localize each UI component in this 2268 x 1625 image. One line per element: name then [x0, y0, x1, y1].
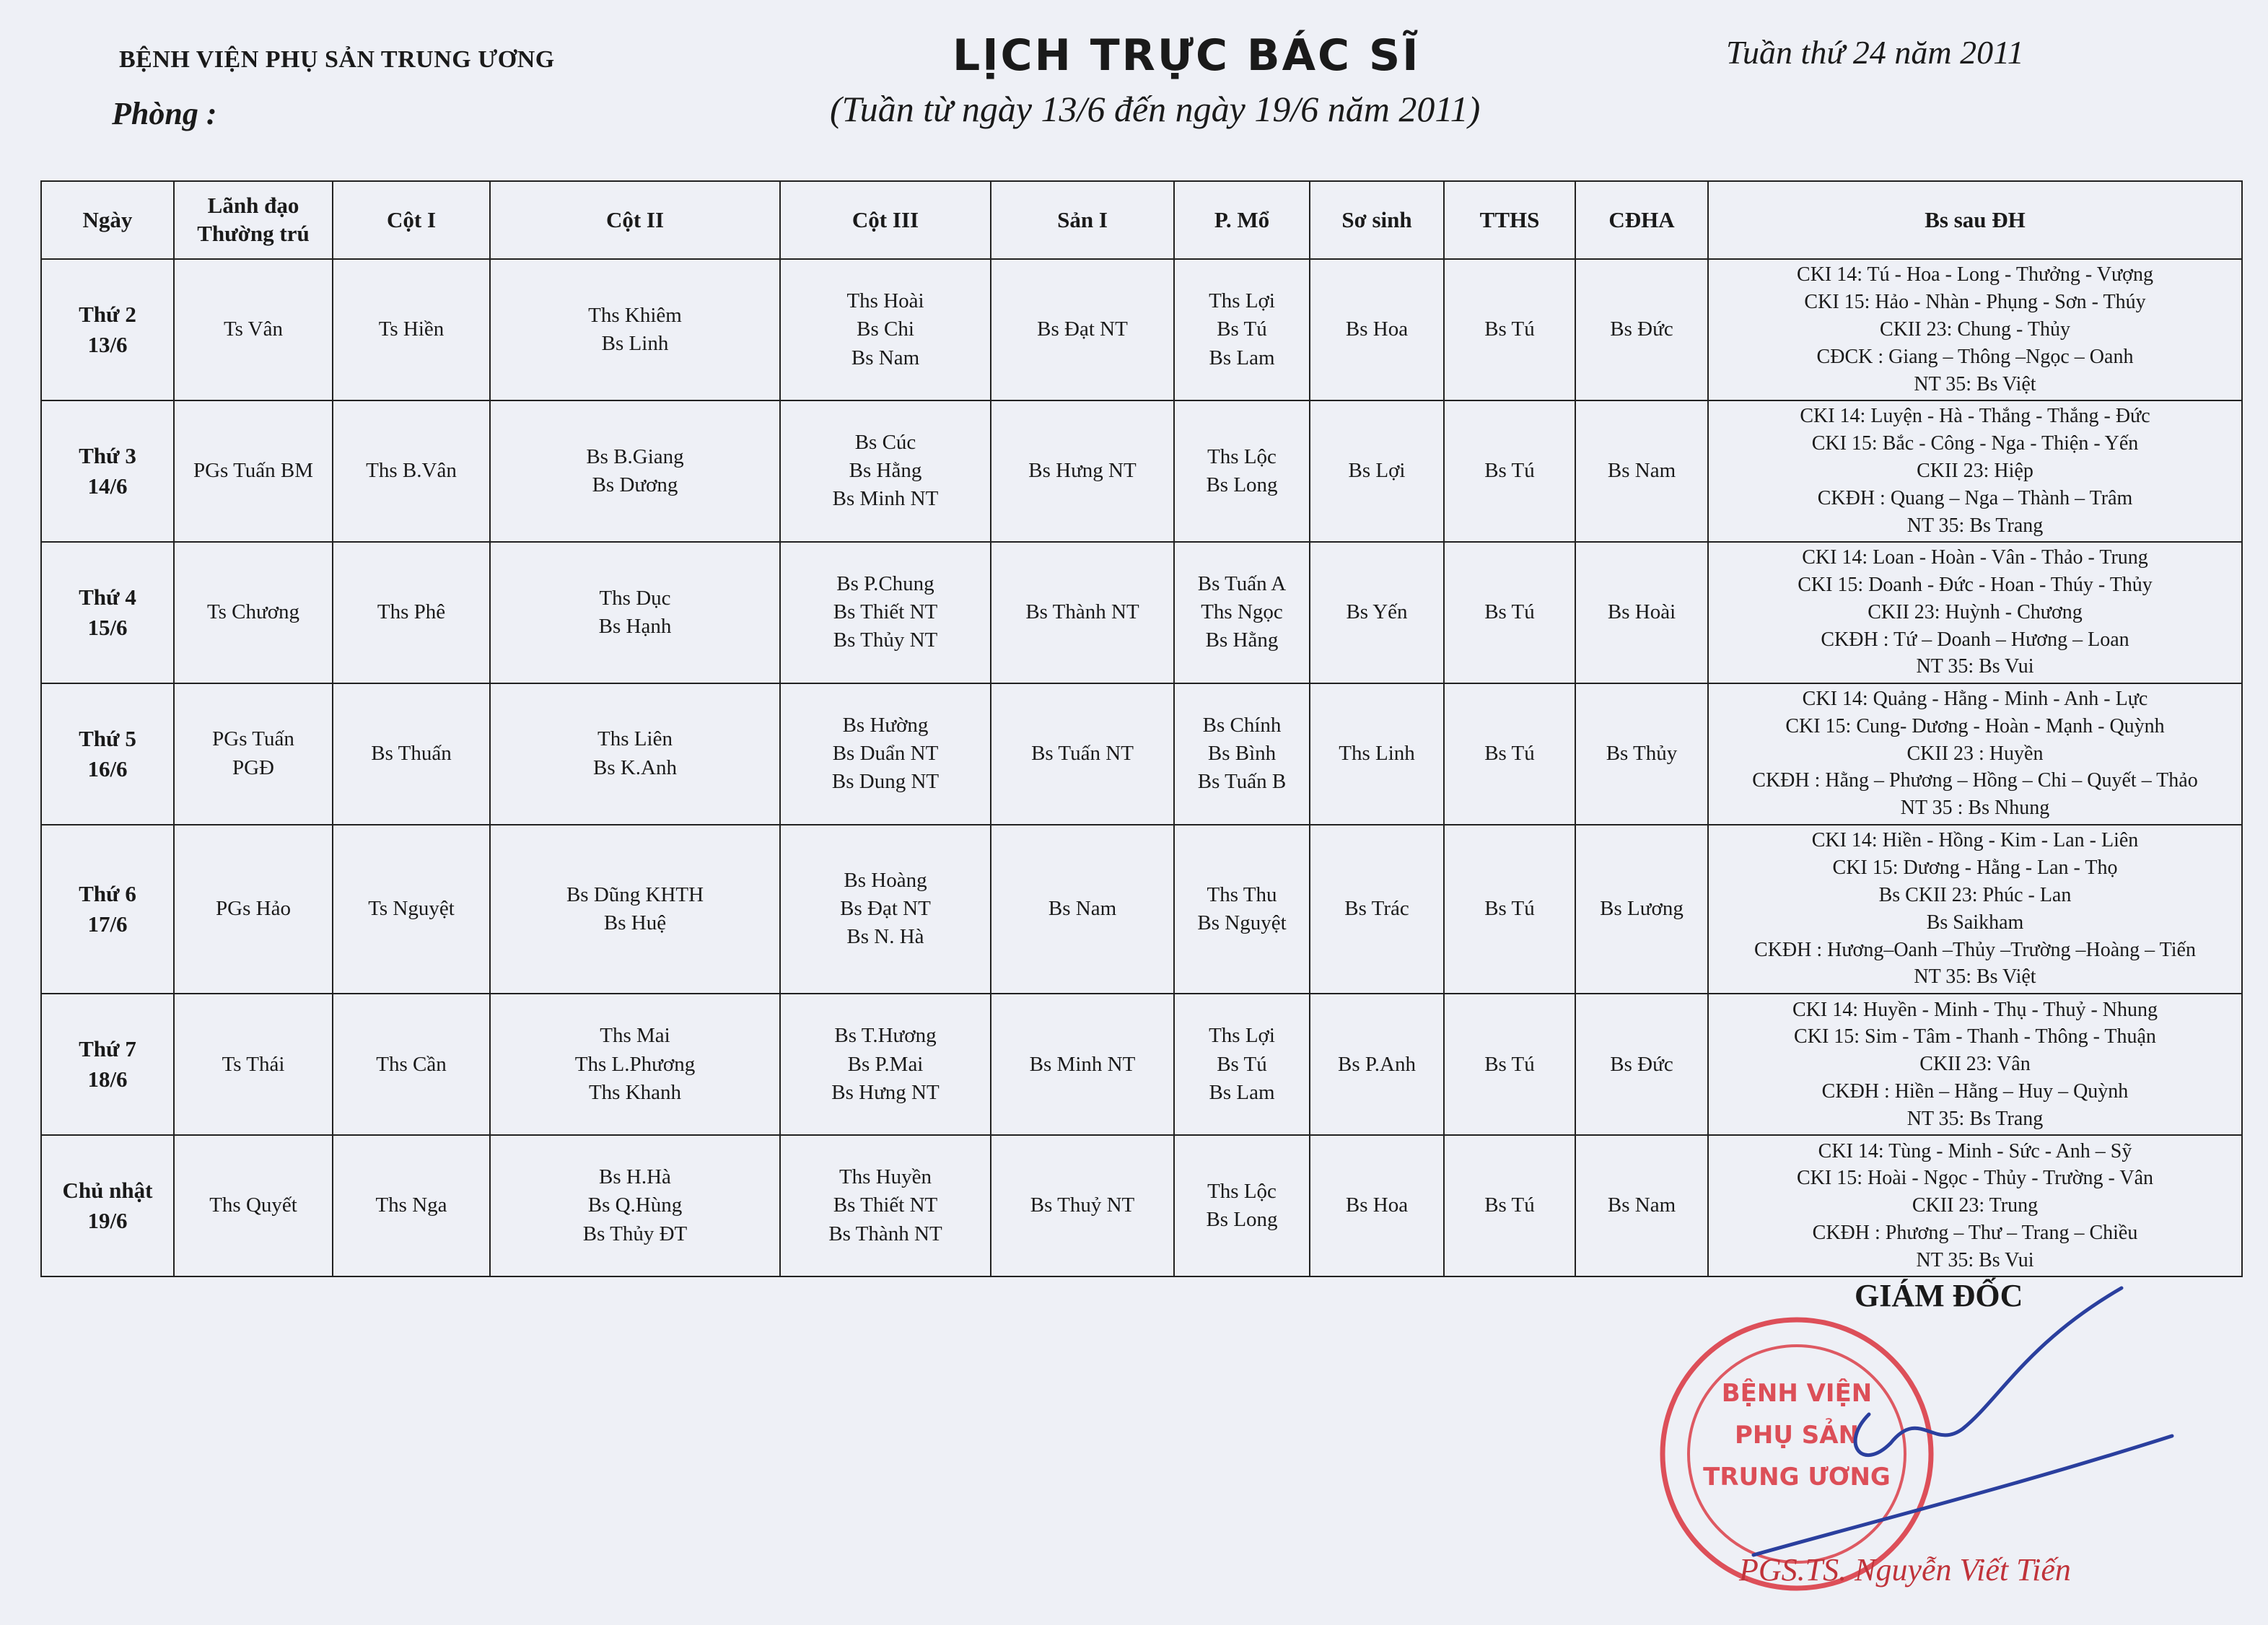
- cell-line: 14/6: [87, 473, 128, 499]
- signer-name: PGS.TS. Nguyễn Viết Tiến: [1739, 1552, 2071, 1587]
- cell-line: CKĐH : Phương – Thư – Trang – Chiều: [1812, 1221, 2138, 1244]
- cell-line: 15/6: [87, 614, 128, 640]
- cell-line: Bs Hằng: [1205, 628, 1279, 652]
- cell-bs-sau-dh: [1708, 1135, 2242, 1276]
- cell-cot2: [490, 825, 780, 994]
- cell-line: Bs Tú: [1217, 317, 1267, 341]
- cell-line: Bs Lam: [1209, 1080, 1275, 1104]
- cell-line: Thứ 4: [79, 584, 136, 610]
- cell-cot3: [780, 542, 991, 683]
- cell-line: CKII 23 : Huyền: [1906, 742, 2044, 765]
- cell-cot3: [780, 259, 991, 400]
- cell-line: Bs Long: [1206, 473, 1278, 496]
- cell-line: CKI 15: Hảo - Nhàn - Phụng - Sơn - Thúy: [1804, 291, 2146, 314]
- table-header-row: [41, 181, 2242, 259]
- cell-pmo: [1174, 1135, 1310, 1276]
- cell-line: Bs N. Hà: [846, 925, 924, 949]
- cell-line: Bs Tú: [1484, 317, 1535, 341]
- cell-line: Thứ 7: [79, 1036, 136, 1062]
- cell-line: Bs Thủy ĐT: [582, 1222, 688, 1245]
- stamp-line-1: BỆNH VIỆN: [1721, 1379, 1873, 1408]
- cell-cot1: [333, 400, 490, 542]
- cell-line: CKI 15: Cung- Dương - Hoàn - Mạnh - Quỳnh: [1785, 714, 2165, 737]
- cell-line: Bs Tú: [1484, 1193, 1535, 1217]
- cell-line: Bs Duẩn NT: [832, 741, 939, 765]
- cell-line: Bs Thủy NT: [833, 628, 938, 652]
- duty-schedule-table: [40, 180, 2243, 1277]
- cell-line: 17/6: [87, 911, 128, 937]
- cell-line: 16/6: [87, 755, 128, 781]
- cell-line: CKII 23: Trung: [1912, 1194, 2039, 1217]
- table-row: [41, 542, 2242, 683]
- cell-line: Bs Minh NT: [832, 487, 939, 511]
- cell-line: Ths Liên: [597, 727, 673, 751]
- cell-cot1: [333, 994, 490, 1135]
- cell-pmo: [1174, 994, 1310, 1135]
- week-number: Tuần thứ 24 năm 2011: [1726, 34, 2024, 71]
- cell-line: Bs Saikham: [1926, 911, 2024, 934]
- cell-line: Bs Đạt NT: [840, 897, 931, 921]
- cell-line: Bs Hoa: [1345, 317, 1409, 341]
- cell-line: Ths Mai: [600, 1024, 670, 1048]
- cell-line: Bs Cúc: [854, 431, 916, 455]
- cell-line: Bs Dương: [592, 473, 678, 496]
- cell-line: Bs Bình: [1207, 741, 1277, 765]
- cell-line: Ths Nga: [375, 1193, 447, 1217]
- cell-line: PGs Hảo: [216, 897, 291, 921]
- cell-day: [41, 259, 174, 400]
- cell-line: Bs Dung NT: [831, 770, 940, 794]
- cell-line: CKI 14: Loan - Hoàn - Vân - Thảo - Trung: [1802, 546, 2148, 569]
- cell-cot3: [780, 683, 991, 825]
- cell-line: Bs Tú: [1484, 459, 1535, 483]
- cell-line: CKI 15: Dương - Hằng - Lan - Thọ: [1832, 857, 2118, 880]
- cell-line: Bs Hưng NT: [831, 1080, 940, 1104]
- cell-line: Ts Vân: [223, 317, 283, 341]
- cell-cot2: [490, 994, 780, 1135]
- cell-line: NT 35: Bs Việt: [1914, 372, 2036, 395]
- cell-bs-sau-dh: [1708, 683, 2242, 825]
- cell-tths: [1444, 994, 1575, 1135]
- cell-tths: [1444, 683, 1575, 825]
- cell-cot1: [333, 683, 490, 825]
- cell-line: Bs Hoài: [1607, 600, 1676, 624]
- cell-line: Bs Thiết NT: [833, 1193, 938, 1217]
- cell-line: CKI 14: Hiền - Hồng - Kim - Lan - Liên: [1811, 829, 2139, 852]
- document-title: LỊCH TRỰC BÁC SĨ: [953, 30, 1421, 81]
- cell-line: Ths B.Vân: [366, 459, 457, 483]
- cell-line: Ts Hiền: [378, 317, 445, 341]
- cell-line: CKII 23: Chung - Thủy: [1880, 318, 2070, 341]
- cell-san1: [991, 259, 1174, 400]
- cell-line: Bs Tuấn NT: [1031, 741, 1134, 765]
- cell-line: CKI 14: Tùng - Minh - Sức - Anh – Sỹ: [1818, 1139, 2132, 1162]
- cell-line: Bs P.Mai: [847, 1052, 924, 1076]
- cell-lanh-dao: [174, 400, 333, 542]
- cell-tths: [1444, 259, 1575, 400]
- cell-line: CKI 14: Tú - Hoa - Long - Thưởng - Vượng: [1797, 263, 2153, 286]
- cell-line: Ts Nguyệt: [368, 897, 455, 921]
- cell-day: [41, 683, 174, 825]
- cell-line: Bs Long: [1206, 1208, 1278, 1232]
- column-header: Sản I: [991, 181, 1174, 259]
- cell-line: Ths Lộc: [1207, 444, 1277, 468]
- cell-lanh-dao: [174, 259, 333, 400]
- cell-line: Bs Hạnh: [598, 614, 672, 638]
- cell-line: Bs Thiết NT: [833, 600, 938, 624]
- cell-line: Bs Thuấn: [371, 741, 452, 765]
- cell-bs-sau-dh: [1708, 825, 2242, 994]
- cell-line: CKI 14: Luyện - Hà - Thắng - Thắng - Đức: [1800, 405, 2150, 428]
- cell-cot1: [333, 825, 490, 994]
- column-header: Cột II: [490, 181, 780, 259]
- cell-line: CKI 15: Bắc - Công - Nga - Thiện - Yến: [1811, 432, 2139, 455]
- cell-line: CKII 23: Vân: [1919, 1053, 2031, 1076]
- cell-line: Thứ 6: [79, 880, 136, 906]
- cell-line: Ths Ngọc: [1201, 600, 1283, 624]
- column-header: P. Mổ: [1174, 181, 1310, 259]
- cell-line: Bs Hường: [842, 713, 929, 737]
- column-header: TTHS: [1444, 181, 1575, 259]
- cell-line: Bs Thành NT: [828, 1222, 942, 1245]
- cell-line: Bs Huệ: [603, 911, 667, 934]
- cell-line: Bs H.Hà: [599, 1165, 671, 1189]
- column-header: Sơ sinh: [1310, 181, 1444, 259]
- cell-line: PGĐ: [232, 755, 274, 779]
- director-title: GIÁM ĐỐC: [1855, 1278, 2023, 1313]
- cell-line: Bs Tú: [1484, 897, 1535, 921]
- cell-cot1: [333, 1135, 490, 1276]
- cell-line: Ths Quyết: [209, 1193, 297, 1217]
- cell-line: CĐCK : Giang – Thông –Ngọc – Oanh: [1816, 345, 2134, 368]
- cell-line: Bs Đạt NT: [1037, 317, 1128, 341]
- cell-line: Bs Lương: [1600, 897, 1684, 921]
- cell-cdha: [1575, 259, 1708, 400]
- cell-line: Bs Tuấn A: [1197, 571, 1287, 595]
- table-row: [41, 259, 2242, 400]
- cell-pmo: [1174, 683, 1310, 825]
- cell-line: Bs Nguyệt: [1197, 911, 1287, 934]
- cell-lanh-dao: [174, 683, 333, 825]
- cell-line: Bs Đức: [1610, 317, 1673, 341]
- cell-line: Bs K.Anh: [592, 755, 677, 779]
- cell-line: Bs Hằng: [849, 459, 922, 483]
- cell-sosinh: [1310, 825, 1444, 994]
- cell-line: NT 35: Bs Vui: [1916, 655, 2034, 678]
- cell-cot2: [490, 400, 780, 542]
- cell-line: Bs Yến: [1346, 600, 1408, 624]
- cell-line: PGs Tuấn BM: [193, 459, 314, 483]
- cell-cdha: [1575, 542, 1708, 683]
- cell-line: Bs Hưng NT: [1028, 459, 1137, 483]
- cell-line: Thứ 3: [79, 442, 136, 468]
- cell-tths: [1444, 825, 1575, 994]
- cell-pmo: [1174, 825, 1310, 994]
- cell-line: Bs Minh NT: [1029, 1052, 1136, 1076]
- cell-line: Thứ 2: [79, 302, 136, 328]
- cell-cot2: [490, 1135, 780, 1276]
- cell-line: Thứ 5: [79, 725, 136, 751]
- cell-sosinh: [1310, 400, 1444, 542]
- stamp-line-3: TRUNG ƯƠNG: [1703, 1463, 1891, 1492]
- cell-sosinh: [1310, 542, 1444, 683]
- cell-line: Ts Chương: [206, 600, 300, 624]
- cell-cot3: [780, 1135, 991, 1276]
- cell-cot1: [333, 542, 490, 683]
- cell-line: Bs Chi: [857, 317, 914, 341]
- cell-line: Ths Thu: [1207, 882, 1277, 906]
- cell-line: Ths Hoài: [846, 289, 924, 313]
- cell-lanh-dao: [174, 994, 333, 1135]
- cell-line: CKI 15: Sim - Tâm - Thanh - Thông - Thuận: [1794, 1025, 2156, 1048]
- cell-line: CKĐH : Quang – Nga – Thành – Trâm: [1817, 486, 2133, 509]
- cell-line: Bs P.Chung: [836, 571, 934, 595]
- cell-cot2: [490, 259, 780, 400]
- cell-line: CKII 23: Hiệp: [1917, 459, 2033, 482]
- cell-line: Bs Trác: [1344, 897, 1409, 921]
- cell-line: Bs Tuấn B: [1197, 770, 1287, 794]
- cell-pmo: [1174, 259, 1310, 400]
- cell-line: Ths Lợi: [1209, 1024, 1275, 1048]
- cell-sosinh: [1310, 259, 1444, 400]
- cell-line: PGs Tuấn: [212, 727, 294, 751]
- cell-line: Bs P.Anh: [1338, 1052, 1416, 1076]
- cell-day: [41, 1135, 174, 1276]
- cell-line: Bs B.Giang: [586, 444, 684, 468]
- cell-line: CKĐH : Hương–Oanh –Thủy –Trường –Hoàng – Tiến: [1754, 938, 2196, 961]
- cell-day: [41, 994, 174, 1135]
- document-subtitle: (Tuần từ ngày 13/6 đến ngày 19/6 năm 2011): [830, 89, 1481, 129]
- cell-line: Bs CKII 23: Phúc - Lan: [1878, 884, 2072, 907]
- cell-sosinh: [1310, 1135, 1444, 1276]
- cell-line: CKĐH : Hiền – Hằng – Huy – Quỳnh: [1821, 1079, 2129, 1103]
- cell-line: 19/6: [87, 1208, 128, 1234]
- cell-line: Ths Lộc: [1207, 1179, 1277, 1203]
- cell-line: CKI 15: Hoài - Ngọc - Thủy - Trường - Vân: [1796, 1167, 2154, 1190]
- cell-day: [41, 825, 174, 994]
- cell-sosinh: [1310, 994, 1444, 1135]
- cell-cot1: [333, 259, 490, 400]
- cell-line: Bs Nam: [851, 346, 920, 369]
- cell-line: Bs Tú: [1484, 1052, 1535, 1076]
- cell-line: CKI 14: Huyền - Minh - Thụ - Thuỷ - Nhung: [1792, 998, 2158, 1021]
- column-header: CĐHA: [1575, 181, 1708, 259]
- cell-cot2: [490, 542, 780, 683]
- cell-line: CKI 15: Doanh - Đức - Hoan - Thúy - Thủy: [1798, 573, 2153, 596]
- column-header: Cột I: [333, 181, 490, 259]
- cell-line: 13/6: [87, 331, 128, 357]
- cell-line: Bs Thủy: [1606, 741, 1678, 765]
- cell-sosinh: [1310, 683, 1444, 825]
- cell-line: Bs Linh: [601, 331, 669, 355]
- cell-line: CKĐH : Tứ – Doanh – Hương – Loan: [1821, 628, 2129, 651]
- cell-lanh-dao: [174, 825, 333, 994]
- table-row: [41, 400, 2242, 542]
- cell-line: Ths Khiêm: [588, 303, 682, 327]
- cell-line: Ths Khanh: [588, 1080, 682, 1104]
- cell-line: NT 35: Bs Việt: [1914, 965, 2036, 989]
- cell-cot3: [780, 994, 991, 1135]
- cell-cdha: [1575, 825, 1708, 994]
- cell-line: Ths L.Phương: [574, 1052, 696, 1076]
- cell-line: CKII 23: Huỳnh - Chương: [1868, 600, 2083, 623]
- cell-line: Bs Q.Hùng: [587, 1193, 683, 1217]
- cell-line: Bs Nam: [1607, 1193, 1676, 1217]
- stamp-line-2: PHỤ SẢN: [1734, 1421, 1860, 1450]
- cell-tths: [1444, 542, 1575, 683]
- table-row: [41, 825, 2242, 994]
- cell-line: NT 35 : Bs Nhung: [1900, 797, 2050, 820]
- cell-line: Bs Chính: [1202, 713, 1282, 737]
- cell-line: Bs Thuỷ NT: [1030, 1193, 1135, 1217]
- cell-line: Bs Tú: [1217, 1052, 1267, 1076]
- cell-san1: [991, 994, 1174, 1135]
- cell-line: Bs Lam: [1209, 346, 1275, 369]
- cell-line: Bs Thành NT: [1025, 600, 1139, 624]
- cell-san1: [991, 400, 1174, 542]
- table-row: [41, 1135, 2242, 1276]
- cell-line: Bs Hoàng: [844, 869, 927, 893]
- cell-san1: [991, 1135, 1174, 1276]
- cell-pmo: [1174, 542, 1310, 683]
- cell-bs-sau-dh: [1708, 400, 2242, 542]
- cell-cdha: [1575, 683, 1708, 825]
- stamp-seal: [1663, 1320, 1931, 1588]
- cell-day: [41, 542, 174, 683]
- cell-san1: [991, 542, 1174, 683]
- cell-line: CKI 14: Quảng - Hằng - Minh - Anh - Lực: [1802, 688, 2148, 711]
- cell-cot2: [490, 683, 780, 825]
- cell-cdha: [1575, 400, 1708, 542]
- cell-cot3: [780, 400, 991, 542]
- cell-bs-sau-dh: [1708, 542, 2242, 683]
- cell-line: Bs Tú: [1484, 741, 1535, 765]
- cell-line: Bs Đức: [1610, 1052, 1673, 1076]
- cell-cdha: [1575, 994, 1708, 1135]
- cell-line: Ths Linh: [1339, 741, 1415, 765]
- cell-line: Bs Hoa: [1345, 1193, 1409, 1217]
- cell-line: NT 35: Bs Trang: [1906, 514, 2044, 537]
- column-header: Bs sau ĐH: [1708, 181, 2242, 259]
- room-label: Phòng :: [112, 96, 217, 131]
- column-header: Cột III: [780, 181, 991, 259]
- cell-san1: [991, 683, 1174, 825]
- cell-line: Ts Thái: [222, 1052, 285, 1076]
- cell-line: CKĐH : Hằng – Phương – Hồng – Chi – Quyết – Thảo: [1752, 769, 2198, 792]
- cell-line: NT 35: Bs Trang: [1906, 1107, 2044, 1130]
- cell-lanh-dao: [174, 1135, 333, 1276]
- cell-line: Bs Dũng KHTH: [566, 882, 704, 906]
- cell-bs-sau-dh: [1708, 259, 2242, 400]
- cell-line: Ths Lợi: [1209, 289, 1275, 313]
- cell-line: Ths Huyền: [839, 1165, 932, 1189]
- cell-line: NT 35: Bs Vui: [1916, 1248, 2034, 1271]
- cell-lanh-dao: [174, 542, 333, 683]
- cell-tths: [1444, 400, 1575, 542]
- cell-line: Ths Phê: [377, 600, 446, 624]
- cell-pmo: [1174, 400, 1310, 542]
- cell-tths: [1444, 1135, 1575, 1276]
- cell-line: Bs Lợi: [1348, 459, 1406, 483]
- table-row: [41, 994, 2242, 1135]
- cell-line: Bs Nam: [1048, 897, 1117, 921]
- cell-cdha: [1575, 1135, 1708, 1276]
- column-header: Lãnh đạo Thường trú: [174, 181, 333, 259]
- table-row: [41, 683, 2242, 825]
- cell-line: Bs Tú: [1484, 600, 1535, 624]
- cell-cot3: [780, 825, 991, 994]
- cell-line: Bs T.Hương: [834, 1024, 937, 1048]
- cell-day: [41, 400, 174, 542]
- cell-line: Ths Dục: [599, 586, 671, 610]
- cell-line: Chủ nhật: [62, 1178, 153, 1204]
- cell-san1: [991, 825, 1174, 994]
- cell-line: Bs Nam: [1607, 459, 1676, 483]
- hospital-name: BỆNH VIỆN PHỤ SẢN TRUNG ƯƠNG: [119, 46, 555, 73]
- cell-line: 18/6: [87, 1066, 128, 1092]
- column-header: Ngày: [41, 181, 174, 259]
- cell-bs-sau-dh: [1708, 994, 2242, 1135]
- cell-line: Ths Cần: [376, 1052, 447, 1076]
